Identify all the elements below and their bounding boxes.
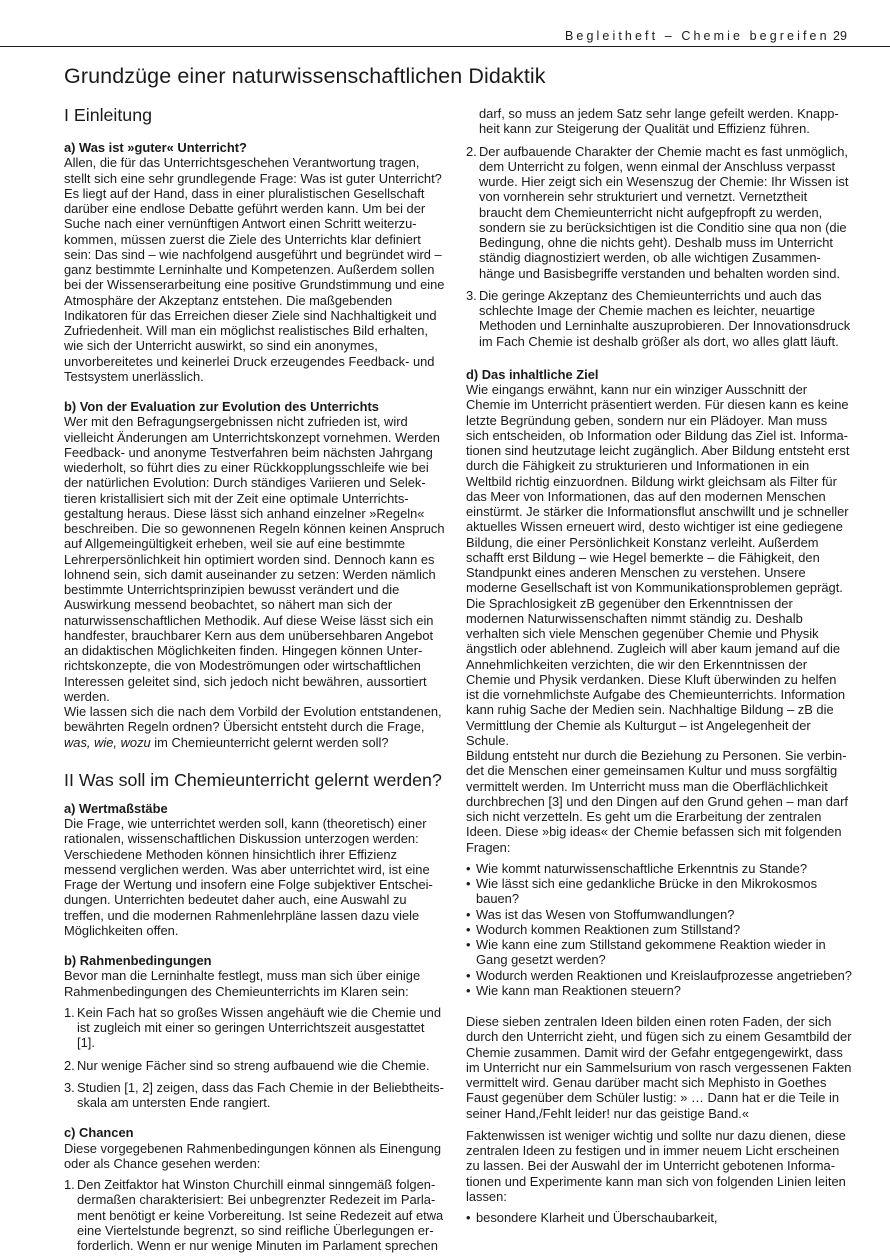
section-heading-einleitung: I Einleitung (64, 105, 152, 125)
list-item: • besondere Klarheit und Überschaubarkeit, (466, 1210, 718, 1225)
list-item: • Wie kann man Reaktionen steuern? (466, 982, 681, 998)
document-title: Grundzüge einer naturwissenschaftlichen Didaktik (64, 64, 546, 88)
page-header (0, 0, 890, 46)
paragraph-roter-faden: Diese sieben zentralen Ideen bilden einen roten Faden, der sich durch den Unterricht zieht, und fügen sich zu einem Gesamtbild der Chemie zusammen. Damit wird der Gefahr entgegengewirkt, dass im Unterricht nur ein Sammelsurium von rasch vergessenen Fakten vermittelt wird. Genau darüber macht sich Mephisto in Goethes Faust gegenüber dem Schüler lustig: » … Dann hat er die Teile in seiner Hand,/Fehlt leider! nur das geistige Band.« (466, 1014, 852, 1121)
subheading-rahmenbedingungen: b) Rahmenbedingungen (64, 953, 212, 968)
left-column (64, 104, 445, 1253)
list-big-ideas (466, 861, 852, 998)
paragraph-bildung-information: Wie eingangs erwähnt, kann nur ein winziger Ausschnitt der Chemie im Unterricht präsentiert werden. Für diesen kann es keine letzte Begründung geben, sondern nur ein Plädoyer. Man muss sich entscheiden, ob Information oder Bildung das Ziel ist. Informationen sind heutzutage leicht zugänglich. Aber Bildung entsteht erst durch die Fähigkeit zu strukturieren und Informationen in ein Weltbild richtig einzuordnen. Bildung wirkt gleichsam als Filter für das Meer von Informationen, das auf den modernen Menschen einstürmt. Je stärker die Informationsflut anschwillt und je schneller aktuelles Wissen erneuert wird, desto wichtiger ist eine gediegene Bildung, die einer Persönlichkeit Konstanz verleiht. Außerdem schafft erst Bildung – wie Hegel bemerkte – die Fähigkeit, den Standpunkt eines anderen Menschen zu verstehen. Unsere moderne Gesellschaft ist von Kommunikationsproblemen geprägt. Die Sprachlosigkeit zB gegenüber den Erkenntnissen der modernen Naturwissenschaften nimmt ständig zu. Deshalb verhalten sich viele Menschen gegenüber Chemie und Physik ängstlich oder ablehnend. Zugleich will aber kaum jemand auf die Annehmlichkeiten verzichten, die wir den Erkenntnissen der Chemie und Physik verdanken. Diese Kluft überwinden zu helfen ist die vornehmlichste Aufgabe des Chemieunterrichts. Information kann ruhig Sache der Medien sein. Nachhaltige Bildung – zB die Vermittlung der Chemie als Kulturgut – ist Angelegenheit der Schule. (466, 382, 850, 748)
list-item: • Wodurch kommen Reaktionen zum Stillstand? (466, 921, 741, 937)
list-rahmenbedingungen (64, 1005, 445, 1111)
paragraph-regeln-ordnen: Wie lassen sich die nach dem Vorbild der Evolution entstandenen, bewährten Regeln ordnen? Übersicht entsteht durch die Frage, was, wie, wozu im Chemieunterricht gelernt werden soll? (64, 704, 442, 750)
list-item: • Wie kann eine zum Stillstand gekommene Reaktion wieder in Gang gesetzt werden? (466, 937, 826, 968)
right-column (466, 106, 852, 1225)
list-item: • Was ist das Wesen von Stoffumwandlungen? (466, 906, 735, 922)
list-item: 1. Den Zeitfaktor hat Winston Churchill einmal sinngemäß folgendermaßen charakterisiert: Bei unbegrenzter Redezeit im Parlament benötigt er keine Vorbereitung. Ist seine Redezeit auf etwa eine Viertelstunde begrenzt, so sind reifliche Überlegungen erforderlich. Wenn er nur wenige Minuten im Parlament sprechen (64, 1177, 444, 1253)
running-header-title: Begleitheft – Chemie begreifen (565, 29, 830, 43)
subheading-evaluation-evolution: b) Von der Evaluation zur Evolution des Unterrichts (64, 399, 379, 414)
subheading-inhaltliches-ziel: d) Das inhaltliche Ziel (466, 366, 599, 382)
paragraph-bildung-personen: Bildung entsteht nur durch die Beziehung zu Personen. Sie verbindet die Menschen einer gemeinsamen Kultur und muss sorgfältig vermittelt werden. Im Unterricht muss man die Oberflächlichkeit durchbrechen [3] und den Dingen auf den Grund gehen – man darf sich nicht verzetteln. Es geht um die Erarbeitung der zentralen Ideen. Diese »big ideas« der Chemie befassen sich mit folgenden Fragen: (466, 748, 848, 855)
list-item: • Wodurch werden Reaktionen und Kreislaufprozesse angetrieben? (466, 967, 852, 983)
paragraph-wertmassstaebe: Die Frage, wie unterrichtet werden soll, kann (theoretisch) einer rationalen, wissenschaftlichen Diskussion unterzogen werden: Verschiedene Methoden können hinsichtlich ihrer Effizienz messend verglichen werden. Was aber unterrichtet wird, ist eine Frage der Wertung und insofern eine Folge subjektiver Entscheidungen. Unterrichten bedeutet daher auch, eine Auswahl zu treffen, und die modernen Rahmenlehrpläne lassen dazu viele Möglichkeiten offen. (64, 816, 433, 938)
paragraph-faktenwissen: Faktenwissen ist weniger wichtig und sollte nur dazu dienen, diese zentralen Ideen zu festigen und in immer neuem Licht erscheinen zu lassen. Bei der Auswahl der im Unterricht gebotenen Informationen und Experimente kann man sich von folgenden Linien leiten lassen: (466, 1127, 846, 1204)
page-number: 29 (833, 29, 847, 43)
paragraph-rahmenbedingungen: Bevor man die Lerninhalte festlegt, muss man sich über einige Rahmenbedingungen des Chemieunterrichts im Klaren sein: (64, 968, 421, 999)
paragraph-chancen: Diese vorgegebenen Rahmenbedingungen können als Einengung oder als Chance gesehen werden: (64, 1140, 441, 1171)
list-item: 1. Kein Fach hat so großes Wissen angehäuft wie die Chemie und ist zugleich mit einer so geringen Unterrichtszeit ausgestattet [1]. (64, 1004, 442, 1051)
list-item: • Wie kommt naturwissenschaftliche Erkenntnis zu Stande? (466, 860, 808, 876)
paragraph-guter-unterricht: Allen, die für das Unterrichtsgeschehen Verantwortung tragen, stellt sich eine sehr grundlegende Frage: Was ist guter Unterricht? Es liegt auf der Hand, dass in einer pluralistischen Gesellschaft darüber eine endlose Debatte geführt werden kann. Um bei der Suche nach einer vernünftigen Antwort einen Schritt weiterzukommen, müssen zuerst die Ziele des Unterrichts klar definiert sein: Das sind – wie nachfolgend ausgeführt und begründet wird – ganz bestimmte Lerninhalte und Kompetenzen. Außerdem sollen bei der Wissenserarbeitung eine positive Grundstimmung und eine Atmosphäre der Akzeptanz entstehen. Die maßgebenden Indikatoren für das Erreichen dieser Ziele sind Nachhaltigkeit und Zufriedenheit. Will man ein möglichst realistisches Bild erhalten, wie sich der Unterricht auswirkt, so sind ein anonymes, unvorbereitetes und keinerlei Druck erzeugendes Feedback- und Testsystem unerlässlich. (64, 155, 445, 384)
list-chancen-continued (466, 106, 852, 349)
list-item: • Wie lässt sich eine gedankliche Brücke in den Mikrokosmos bauen? (466, 876, 818, 907)
list-item: 3. Die geringe Akzeptanz des Chemieunterrichts und auch das schlechte Image der Chemie machen es leichter, neuartige Methoden und Lerninhalte auszuprobieren. Der Innovationsdruck im Fach Chemie ist deshalb größer als dort, wo alles glatt läuft. (466, 287, 851, 349)
list-item: 3. Studien [1, 2] zeigen, dass das Fach Chemie in der Beliebtheitsskala am untersten Ende rangiert. (64, 1079, 444, 1110)
subheading-wertmassstaebe: a) Wertmaßstäbe (64, 800, 168, 816)
list-chancen-start (64, 1177, 445, 1253)
section-heading-was-gelernt: II Was soll im Chemieunterricht gelernt werden? (64, 769, 442, 790)
paragraph-evaluation-evolution: Wer mit den Befragungsergebnissen nicht zufrieden ist, wird vielleicht Änderungen am Unterrichtskonzept vornehmen. Werden Feedback- und anonyme Testverfahren beim nächsten Jahrgang wiederholt, so führt dies zu einer Rückkopplungsschleife wie bei der natürlichen Evolution: Durch ständiges Variieren und Selektieren kristallisiert sich mit der Zeit eine optimale Unterrichtsgestaltung heraus. Diese lässt sich anhand einzelner »Regeln« beschreiben. Die so gewonnenen Regeln können keinen Anspruch auf Allgemeingültigkeit erheben, weil sie auf eine bestimmte Lehrerpersönlichkeit hin optimiert worden sind. Dennoch kann es lohnend sein, sich damit auseinander zu setzen: Werden nämlich bestimmte Unterrichtsprinzipien bewusst verändert und die Auswirkung messend beobachtet, so nähert man sich der naturwissenschaftlichen Methodik. Auf diese Weise lässt sich ein handfester, brauchbarer Kern aus dem unübersehbaren Angebot an didaktischen Möglichkeiten finden. Hingegen können Unterrichtskonzepte, die von Modeströmungen oder wirtschaftlichen Interessen geleitet sind, sich jedoch nicht bewähren, aussortiert werden. (64, 414, 445, 704)
subheading-guter-unterricht: a) Was ist »guter« Unterricht? (64, 140, 247, 155)
list-item: 2. Der aufbauende Charakter der Chemie macht es fast unmöglich, dem Unterricht zu folgen, wenn einmal der Anschluss verpasst wurde. Hier zeigt sich ein Wesenszug der Chemie: Ihr Wissen ist von vornherein sehr strukturiert und vernetzt. Vernetztheit braucht dem Chemieunterricht nicht aufgepfropft zu werden, sondern sie zu berücksichtigen ist die Conditio sine qua non (die Bedingung, ohne die nichts geht). Deshalb muss im Unterricht ständig diagnostiziert werden, ob alle wichtigen Zusammenhänge und Basisbegriffe verstanden und behalten worden sind. (466, 143, 849, 281)
list-auswahl-linien (466, 1210, 852, 1225)
subheading-chancen: c) Chancen (64, 1125, 134, 1141)
list-item-continuation: darf, so muss an jedem Satz sehr lange gefeilt werden. Knappheit kann zur Steigerung der Qualität und Effizienz führen. (479, 106, 839, 137)
header-rule (0, 46, 890, 47)
list-item: 2. Nur wenige Fächer sind so streng aufbauend wie die Chemie. (64, 1057, 430, 1073)
